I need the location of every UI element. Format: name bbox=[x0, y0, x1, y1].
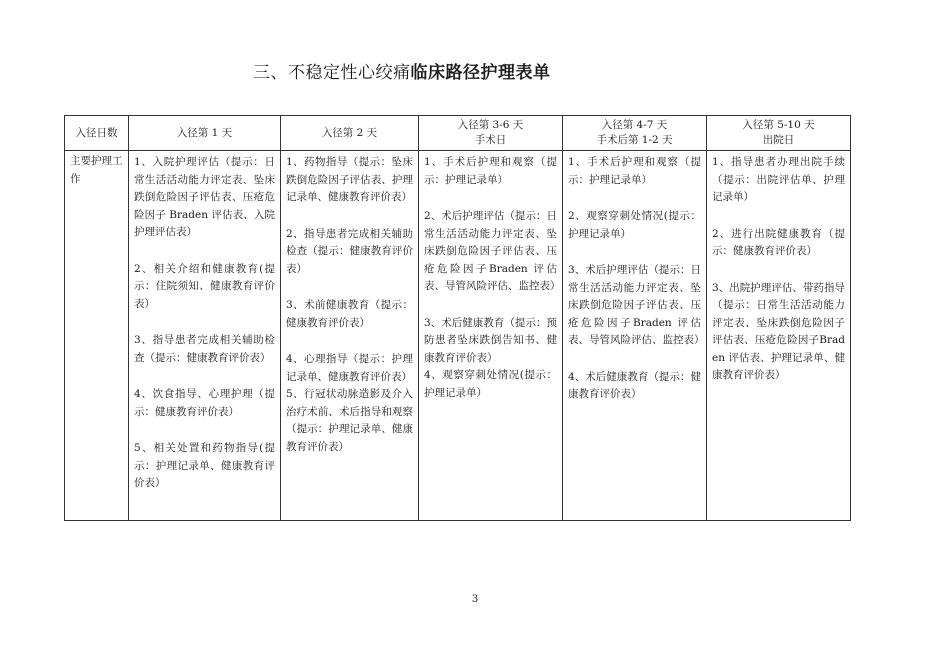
document-title bbox=[253, 58, 551, 83]
day1-item-1: 1、入院护理评估（提示：日常生活活动能力评定表、坠床跌倒危险因子评估表、压疮危险因子 Braden 评估表、入院护理评估表） bbox=[134, 156, 275, 238]
day3-item-2: 2、术后护理评估（提示：日常生活活动能力评定表、坠床跌倒危险因子评估表、压疮危险因子Braden 评估表、导管风险评估、监控表） bbox=[424, 210, 561, 292]
day4-item-2: 2、观察穿刺处情况(提示：护理记录单） bbox=[568, 210, 701, 240]
day2-item-2: 2、指导患者完成相关辅助检查（提示：健康教育评价表） bbox=[286, 227, 413, 275]
cell-day1 bbox=[129, 151, 281, 521]
day5-item-3: 3、出院护理评估、带药指导（提示：日常生活活动能力评定表、坠床跌倒危险因子评估表、压疮危险因子Braden 评估表、护理记录单、健康教育评价表） bbox=[712, 281, 845, 381]
header-day3 bbox=[419, 116, 563, 151]
header-day1: 入径第 1 天 bbox=[129, 116, 281, 151]
day5-item-2: 2、进行出院健康教育（提示：健康教育评价表） bbox=[712, 227, 845, 257]
title-main: 临床路径护理表单 bbox=[410, 63, 551, 83]
header-day4-desc: 手术后第 1-2 天 bbox=[596, 134, 673, 146]
day1-item-4: 4、饮食指导、心理护理（提示：健康教育评价表） bbox=[134, 388, 275, 418]
cell-day3 bbox=[419, 151, 563, 521]
header-day5-range: 入径第 5-10 天 bbox=[742, 119, 815, 131]
header-day4-range: 入径第 4-7 天 bbox=[601, 119, 668, 131]
title-prefix: 三、不稳定性心绞痛 bbox=[253, 63, 411, 83]
day2-item-5: 5、行冠状动脉造影及介入治疗术前、术后指导和观察（提示：护理记录单、健康教育评价表） bbox=[286, 388, 413, 453]
day2-item-3: 3、术前健康教育（提示：健康教育评价表） bbox=[286, 299, 413, 329]
page-number: 3 bbox=[471, 594, 479, 605]
day4-item-4: 4、术后健康教育（提示：健康教育评价表） bbox=[568, 370, 701, 400]
day5-item-1: 1、指导患者办理出院手续（提示：出院评估单、护理记录单） bbox=[712, 156, 845, 203]
day3-item-4: 4、观察穿刺处情况(提示：护理记录单） bbox=[424, 369, 557, 399]
day1-item-2: 2、相关介绍和健康教育(提示：住院须知、健康教育评价表） bbox=[134, 262, 275, 310]
day3-item-1: 1、手术后护理和观察（提示：护理记录单） bbox=[424, 156, 557, 186]
header-day5 bbox=[707, 116, 851, 151]
header-row-label: 入径日数 bbox=[65, 116, 129, 151]
day1-item-5: 5、相关处置和药物指导(提示：护理记录单、健康教育评价表） bbox=[134, 442, 275, 489]
day2-item-4: 4、心理指导（提示：护理记录单、健康教育评价表） bbox=[286, 353, 413, 383]
header-day4 bbox=[563, 116, 707, 151]
header-day3-desc: 手术日 bbox=[474, 134, 507, 146]
day4-item-3: 3、术后护理评估（提示：日常生活活动能力评定表、坠床跌倒危险因子评估表、压疮危险因子Braden 评估表、导管风险评估、监控表） bbox=[568, 264, 705, 346]
day4-item-1: 1、手术后护理和观察（提示：护理记录单） bbox=[568, 156, 701, 186]
row-label-main-nursing: 主要护理工作 bbox=[65, 151, 129, 521]
table-header-row bbox=[65, 116, 851, 151]
header-day3-range: 入径第 3-6 天 bbox=[457, 119, 524, 131]
day3-item-3: 3、术后健康教育（提示：预防患者坠床跌倒告知书、健康教育评价表） bbox=[424, 316, 557, 364]
cell-day2 bbox=[281, 151, 419, 521]
day1-item-3: 3、指导患者完成相关辅助检查（提示：健康教育评价表） bbox=[134, 334, 275, 364]
day2-item-1: 1、药物指导（提示：坠床跌倒危险因子评估表、护理记录单、健康教育评价表） bbox=[286, 156, 413, 203]
header-day2: 入径第 2 天 bbox=[281, 116, 419, 151]
header-day5-desc: 出院日 bbox=[762, 134, 795, 146]
cell-day4 bbox=[563, 151, 707, 521]
table-row-main-nursing bbox=[65, 151, 851, 521]
cell-day5 bbox=[707, 151, 851, 521]
nursing-pathway-table bbox=[64, 115, 851, 521]
